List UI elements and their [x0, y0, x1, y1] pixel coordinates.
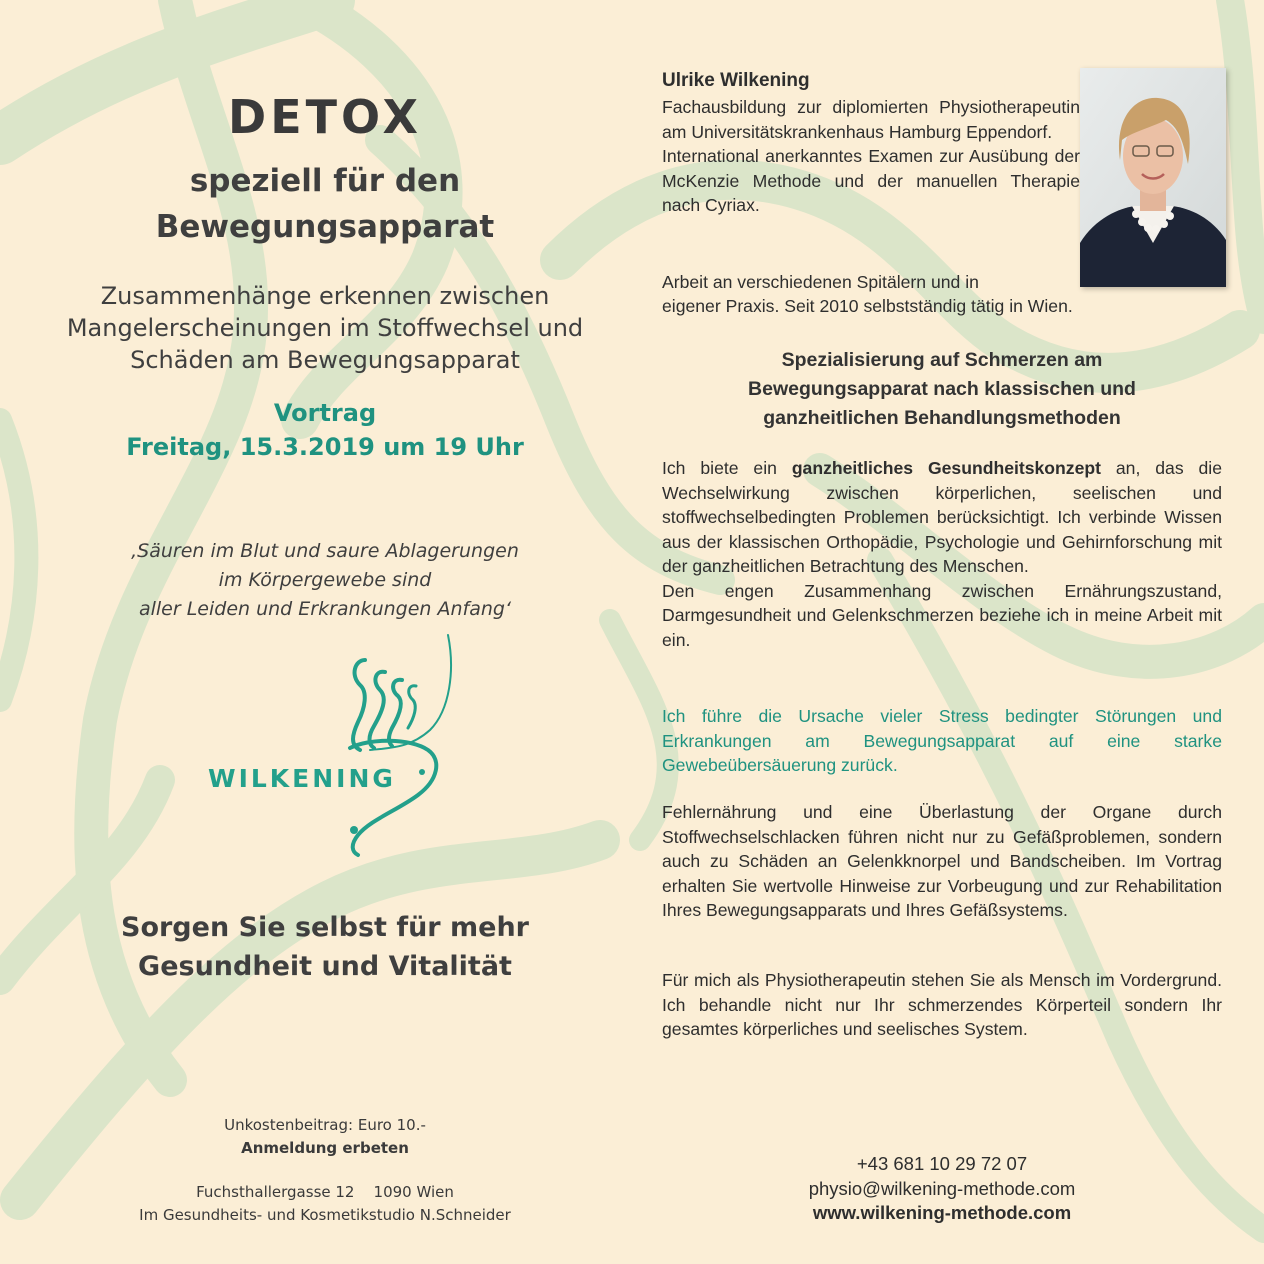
quote-line: im Körpergewebe sind — [218, 569, 432, 591]
paragraph-concept-main — [662, 456, 1222, 579]
paragraph-person: Für mich als Physiotherapeutin stehen Sie als Mensch im Vordergrund. Ich behandle nicht nur Ihr schmerzendes Körperteil sondern Ihr gesamtes körperliches und seelisches System. — [662, 970, 1222, 1039]
fee-text: Unkostenbeitrag: Euro 10.- — [224, 1116, 426, 1134]
bio-experience: Arbeit an verschiedenen Spitälern und in — [662, 272, 979, 292]
quote-line: ‚Säuren im Blut und saure Ablagerungen — [131, 540, 519, 562]
address-line: Fuchsthallergasse 12 1090 Wien — [196, 1183, 454, 1201]
registration-text: Anmeldung erbeten — [241, 1139, 409, 1157]
address — [40, 1181, 610, 1227]
quote — [40, 537, 610, 624]
subtitle-line: Bewegungsapparat — [155, 209, 495, 245]
specialization-line: Spezialisierung auf Schmerzen am — [781, 349, 1103, 371]
portrait-photo — [1080, 68, 1226, 287]
bio-paragraph: Fachausbildung zur diplomierten Physiotherapeutin am Universitätskrankenhaus Hamburg Eppendorf. — [662, 97, 1080, 142]
bio-name: Ulrike Wilkening — [662, 70, 810, 91]
logo-wordmark: WILKENING — [208, 764, 396, 793]
specialization-line: ganzheitlichen Behandlungsmethoden — [763, 407, 1121, 429]
paragraph-nutrition: Fehlernährung und eine Überlastung der Organe durch Stoffwechselschlacken führen nicht nur zu Gefäßproblemen, sondern auch zu Schäden an Gelenkknorpel und Bandscheiben. Im Vortrag erhalten Sie wertvolle Hinweise zur Vorbeugung und zur Rehabilitation Ihres Bewegungsapparats und Ihres Gefäßsystems. — [662, 802, 1222, 920]
event-label: Vortrag — [273, 399, 377, 427]
paragraph-text: an, das die Wechselwirkung zwischen körperlichen, seelischen und stoffwechselbedingten Problemen berücksichtigt. Ich verbinde Wissen aus der klassischen Orthopädie, Psychologie und Gehirnforschung mit der ganzheitlichen Betrachtung des Menschen. — [662, 458, 1222, 576]
wilkening-logo-icon — [330, 630, 470, 860]
event-info — [40, 396, 610, 464]
highlight-text: ganzheitliches Gesundheitskonzept — [791, 458, 1101, 478]
specialization-heading — [662, 346, 1222, 433]
paragraph-cause: Ich führe die Ursache vieler Stress bedingter Störungen und Erkrankungen am Bewegungsapparat auf eine starke Gewebeübersäuerung zurück. — [662, 706, 1222, 775]
address-line: Im Gesundheits- und Kosmetikstudio N.Schneider — [139, 1206, 511, 1224]
specialization-line: Bewegungsapparat nach klassischen und — [748, 378, 1136, 400]
phone-number[interactable]: +43 681 10 29 72 07 — [856, 1153, 1028, 1174]
event-date: Freitag, 15.3.2019 um 19 Uhr — [126, 433, 524, 461]
quote-line: aller Leiden und Erkrankungen Anfang‘ — [138, 598, 512, 620]
paragraph-text: Den engen Zusammenhang zwischen Ernährungszustand, Darmgesundheit und Gelenkschmerzen beziehe ich in meine Arbeit mit ein. — [662, 580, 1222, 650]
subtitle — [40, 158, 610, 250]
contact-info — [662, 1152, 1222, 1226]
bio-experience-tail: eigener Praxis. Seit 2010 selbstständig tätig in Wien. — [662, 296, 1073, 316]
subtitle-line: speziell für den — [189, 163, 461, 199]
slogan-line: Sorgen Sie selbst für mehr — [121, 912, 529, 943]
intro-line: Schäden am Bewegungsapparat — [130, 346, 520, 374]
email-link[interactable]: physio@wilkening-methode.com — [808, 1177, 1076, 1199]
page-title: DETOX — [228, 90, 422, 144]
slogan-line: Gesundheit und Vitalität — [138, 951, 512, 982]
website-link[interactable]: www.wilkening-methode.com — [812, 1202, 1072, 1223]
portrait-image-icon — [1080, 68, 1226, 287]
slogan — [40, 908, 610, 986]
paragraph-text: Ich biete ein — [662, 458, 792, 478]
intro-line: Zusammenhänge erkennen zwischen — [100, 282, 550, 310]
intro-text — [40, 280, 610, 376]
intro-line: Mangelerscheinungen im Stoffwechsel und — [66, 314, 584, 342]
bio-paragraph: International anerkanntes Examen zur Ausübung der McKenzie Methode und der manuellen Therapie nach Cyriax. — [662, 146, 1080, 215]
fee-info — [40, 1114, 610, 1160]
bio-text — [662, 95, 1080, 218]
paragraph-concept — [662, 456, 1222, 652]
